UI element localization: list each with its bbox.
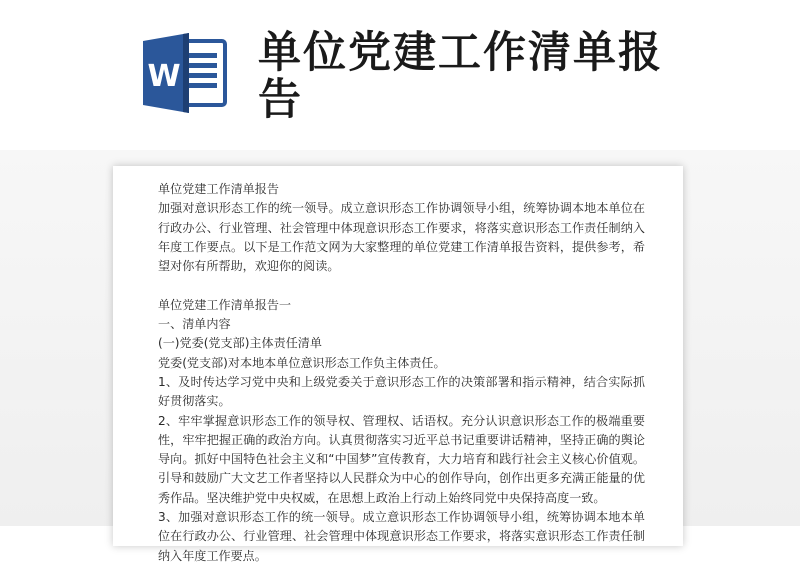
blank-line	[158, 276, 645, 295]
section-title: 单位党建工作清单报告一	[158, 297, 292, 312]
list-item-1: 1、及时传达学习党中央和上级党委关于意识形态工作的决策部署和指示精神，结合实际抓好贯彻落实。	[158, 374, 645, 409]
doc-title: 单位党建工作清单报告	[158, 182, 279, 196]
word-icon	[143, 33, 227, 113]
heading-list-content: 一、清单内容	[158, 317, 231, 332]
page-title: 单位党建工作清单报告	[258, 28, 663, 125]
document-page	[113, 166, 683, 563]
list-item-2: 2、牢牢掌握意识形态工作的领导权、管理权、话语权。充分认识意识形态工作的极端重要性，牢牢把握正确的政治方向。认真贯彻落实习近平总书记重要讲话精神，坚持正确的舆论导向。抓好中国特色社会主义和“中国梦”宣传教育，大力培育和践行社会主义核心价值观。引导和鼓励广大文艺工作者坚持以人民群众为中心的创作导向，创作出更多充满正能量的优秀作品。坚决维护党中央权威，在思想上政治上行动上始终同党中央保持高度一致。	[158, 413, 645, 505]
header	[0, 0, 800, 150]
heading-party-committee-duty: (一)党委(党支部)主体责任清单	[158, 336, 322, 351]
list-item-3: 3、加强对意识形态工作的统一领导。成立意识形态工作协调领导小组，统筹协调本地本单位在行政办公、行业管理、社会管理中体现意识形态工作要求，将落实意识形态工作责任制纳入年度工作要点。	[158, 510, 645, 563]
word-icon-graphic	[143, 33, 227, 113]
subject-duty-line: 党委(党支部)对本地本单位意识形态工作负主体责任。	[158, 355, 446, 370]
doc-intro-paragraph: 加强对意识形态工作的统一领导。成立意识形态工作协调领导小组，统筹协调本地本单位在行政办公、行业管理、社会管理中体现意识形态工作要求，将落实意识形态工作责任制纳入年度工作要点。以下是工作范文网为大家整理的单位党建工作清单报告资料，提供参考，希望对你有所帮助，欢迎你的阅读。	[158, 201, 645, 274]
document-body	[158, 180, 645, 566]
svg-text:W: W	[147, 59, 181, 94]
